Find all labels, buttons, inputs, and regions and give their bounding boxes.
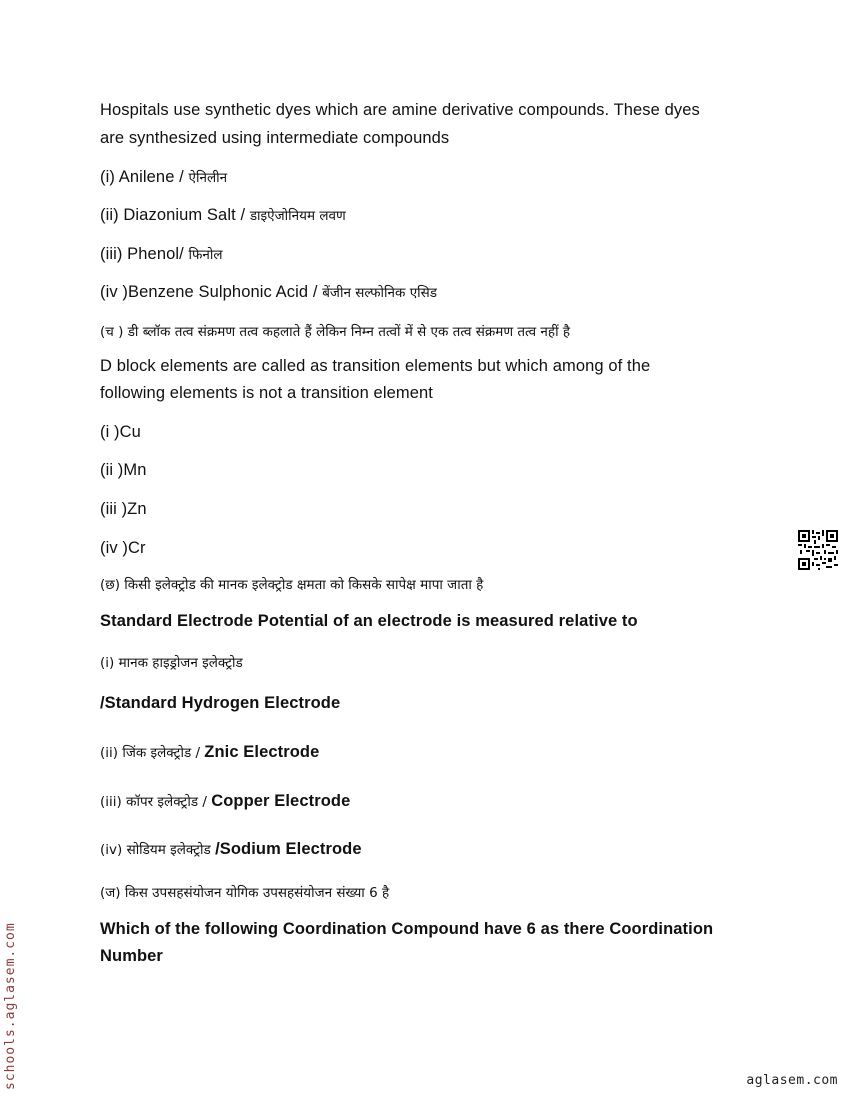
dblock-question-line-2: following elements is not a transition element: [100, 384, 433, 402]
dblock-option-4: (iv )Cr: [100, 539, 146, 557]
dblock-option-1: (i )Cu: [100, 423, 141, 441]
electrode-option-4: [100, 840, 362, 859]
dyes-option-2-hi: डाइऐजोनियम लवण: [249, 208, 346, 224]
dblock-question-line-1: D block elements are called as transition elements but which among of the: [100, 357, 651, 375]
dyes-question-line-1: Hospitals use synthetic dyes which are amine derivative compounds. These dyes: [100, 101, 700, 119]
electrode-option-3: [100, 792, 350, 811]
dyes-option-1-en: (i) Anilene /: [100, 168, 189, 186]
dblock-question-hindi: (च ) डी ब्लॉक तत्व संक्रमण तत्व कहलाते हैं लेकिन निम्न तत्वों में से एक तत्व संक्रमण तत्व नहीं है: [100, 324, 571, 340]
dyes-option-4: [100, 283, 437, 302]
dyes-option-1: [100, 168, 227, 187]
electrode-option-3-hi: (iii) कॉपर इलेक्ट्रोड /: [100, 794, 212, 810]
electrode-question-english: Standard Electrode Potential of an electrode is measured relative to: [100, 612, 638, 630]
dyes-option-1-hi: ऐनिलीन: [188, 170, 228, 186]
dyes-option-3-en: (iii) Phenol/: [100, 245, 189, 263]
electrode-option-2: [100, 743, 319, 762]
dyes-option-2-en: (ii) Diazonium Salt /: [100, 206, 250, 224]
electrode-option-4-en: /Sodium Electrode: [215, 840, 362, 858]
dblock-option-3: (iii )Zn: [100, 500, 147, 518]
dyes-option-3: [100, 245, 223, 264]
electrode-option-2-hi: (ii) जिंक इलेक्ट्रोड /: [100, 745, 205, 761]
electrode-option-2-en: Znic Electrode: [204, 743, 320, 761]
electrode-option-3-en: Copper Electrode: [211, 792, 351, 810]
electrode-question-hindi: (छ) किसी इलेक्ट्रोड की मानक इलेक्ट्रोड क्षमता को किसके सापेक्ष मापा जाता है: [100, 577, 484, 593]
electrode-option-4-hi: (iv) सोडियम इलेक्ट्रोड: [100, 842, 216, 858]
coordination-question-hindi: (ज) किस उपसहसंयोजन योगिक उपसहसंयोजन संख्या 6 है: [100, 885, 390, 901]
dblock-option-2: (ii )Mn: [100, 461, 147, 479]
side-watermark: schools.aglasem.com: [3, 922, 18, 1090]
coordination-question-line-2: Number: [100, 947, 163, 965]
coordination-question-line-1: Which of the following Coordination Compound have 6 as there Coordination: [100, 920, 714, 938]
bottom-watermark: aglasem.com: [746, 1073, 838, 1088]
dyes-option-3-hi: फिनोल: [188, 247, 223, 263]
dyes-option-2: [100, 206, 346, 225]
dyes-option-4-en: (iv )Benzene Sulphonic Acid /: [100, 283, 323, 301]
electrode-option-1-hindi: (i) मानक हाइड्रोजन इलेक्ट्रोड: [100, 655, 243, 671]
electrode-option-1-english: /Standard Hydrogen Electrode: [100, 694, 341, 712]
qr-code-icon: [798, 530, 838, 570]
dyes-question-line-2: are synthesized using intermediate compounds: [100, 129, 450, 147]
dyes-option-4-hi: बेंजीन सल्फोनिक एसिड: [322, 285, 438, 301]
